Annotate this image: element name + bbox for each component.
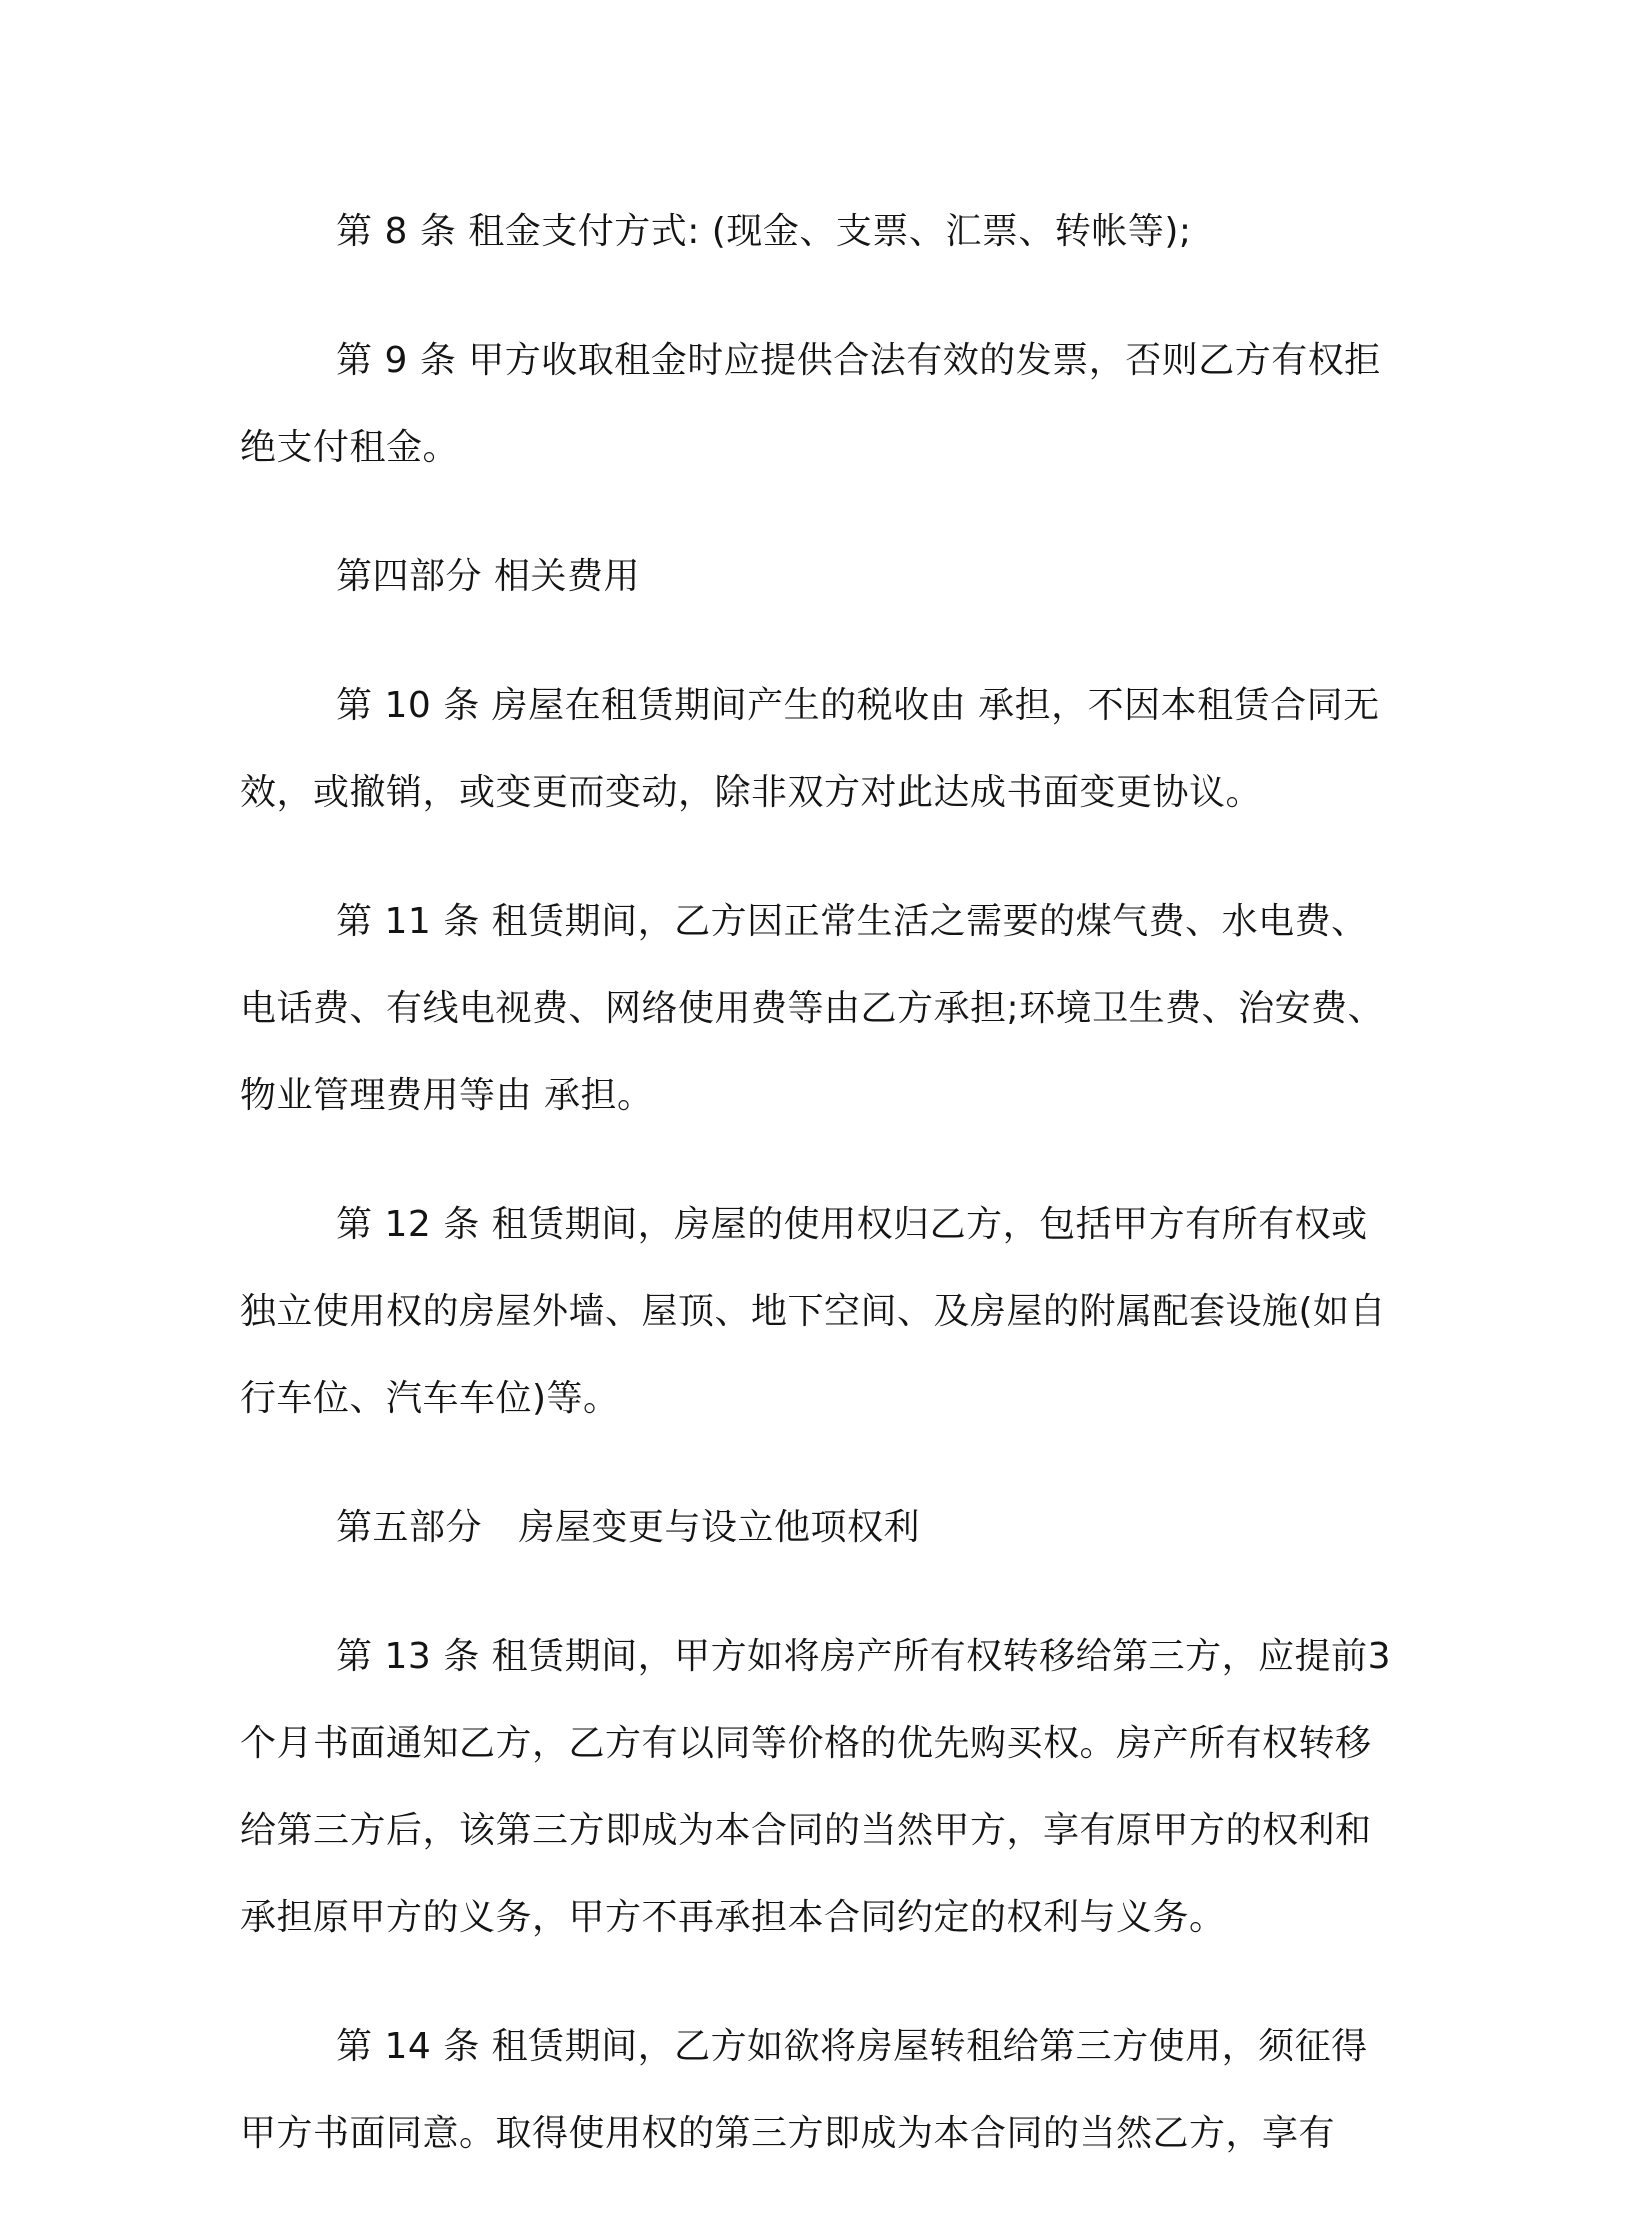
article-12-paragraph: 第 12 条 租赁期间，房屋的使用权归乙方，包括甲方有所有权或独立使用权的房屋外墙、屋顶、地下空间、及房屋的附属配套设施(如自行车位、汽车车位)等。 [240,1204,1387,1419]
article-11-paragraph: 第 11 条 租赁期间，乙方因正常生活之需要的煤气费、水电费、电话费、有线电视费、网络使用费等由乙方承担;环境卫生费、治安费、物业管理费用等由 承担。 [240,901,1385,1116]
part-4-heading: 第四部分 相关费用 [336,556,640,597]
part-5-heading: 第五部分 房屋变更与设立他项权利 [336,1507,921,1548]
article-8-paragraph: 第 8 条 租金支付方式: (现金、支票、汇票、转帐等); [336,211,1192,252]
article-14-paragraph: 第 14 条 租赁期间，乙方如欲将房屋转租给第三方使用，须征得甲方书面同意。取得使用权的第三方即成为本合同的当然乙方，享有 [240,2026,1368,2154]
document-body [240,188,1403,2219]
article-10-paragraph: 第 10 条 房屋在租赁期间产生的税收由 承担，不因本租赁合同无效，或撤销，或变更而变动，除非双方对此达成书面变更协议。 [240,685,1380,813]
article-9-paragraph: 第 9 条 甲方收取租金时应提供合法有效的发票，否则乙方有权拒绝支付租金。 [240,340,1381,468]
article-13-paragraph: 第 13 条 租赁期间，甲方如将房产所有权转移给第三方，应提前3 个月书面通知乙方，乙方有以同等价格的优先购买权。房产所有权转移给第三方后，该第三方即成为本合同的当然甲方，享有原甲方的权利和承担原甲方的义务，甲方不再承担本合同约定的权利与义务。 [240,1636,1403,1938]
